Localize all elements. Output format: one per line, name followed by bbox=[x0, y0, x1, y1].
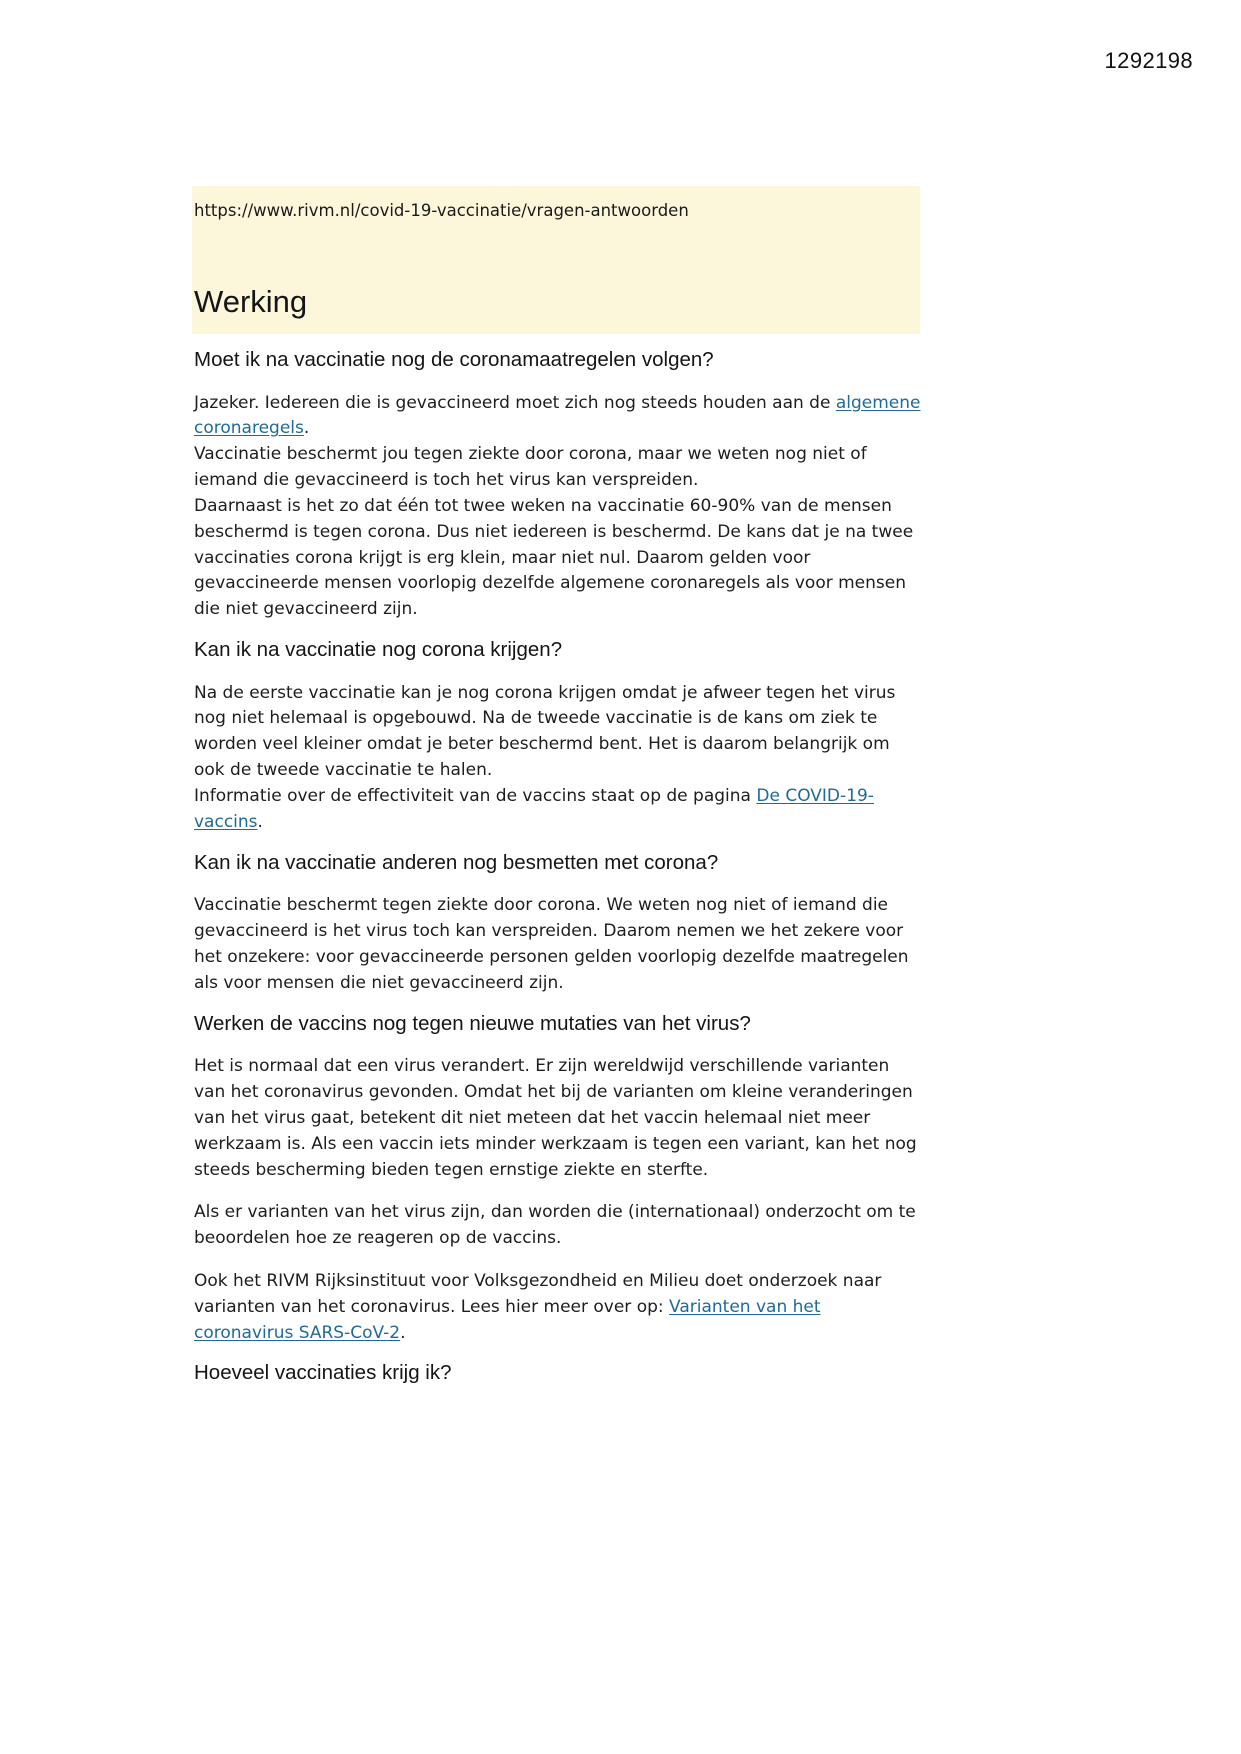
answer-paragraph-4b: Als er varianten van het virus zijn, dan worden die (internationaal) onderzocht om te beoordelen hoe ze reageren op de vaccins. bbox=[194, 1202, 916, 1249]
page-number: 1292198 bbox=[1104, 48, 1193, 73]
highlighted-header-band bbox=[192, 186, 920, 334]
answer-text-lead-1: Jazeker. Iedereen die is gevaccineerd moet zich nog steeds houden aan de bbox=[194, 392, 836, 413]
band-spacer bbox=[192, 222, 920, 284]
answer-paragraph-2b bbox=[194, 784, 922, 836]
link-algemene-coronaregels[interactable]: algemene coronaregels bbox=[194, 392, 921, 439]
answer-text-lead-4: Ook het RIVM Rijksinstituut voor Volksgezondheid en Milieu doet onderzoek naar varianten van het coronavirus. Lees hier meer over op: bbox=[194, 1271, 882, 1317]
answer-text-after-link-1: . bbox=[303, 418, 310, 439]
answer-text-lead-2: Informatie over de effectiviteit van de vaccins staat op de pagina bbox=[194, 785, 757, 806]
answer-paragraph-4c bbox=[194, 1269, 922, 1346]
answer-paragraph-1a bbox=[194, 391, 922, 443]
answer-paragraph-1c: Daarnaast is het zo dat één tot twee weken na vaccinatie 60-90% van de mensen beschermd is tegen corona. Dus niet iedereen is beschermd. De kans dat je na twee vaccinaties corona krijgt is erg klein, maar niet nul. Daarom gelden voor gevaccineerde mensen voorlopig dezelfde algemene coronaregels als voor mensen die niet gevaccineerd zijn. bbox=[194, 495, 914, 620]
answer-text-after-link-4: . bbox=[400, 1322, 406, 1343]
answer-paragraph-2a: Na de eerste vaccinatie kan je nog corona krijgen omdat je afweer tegen het virus nog niet helemaal is opgebouwd. Na de tweede vaccinatie is de kans om ziek te worden veel kleiner omdat je beter beschermd bent. Het is daarom belangrijk om ook de tweede vaccinatie te halen. bbox=[194, 682, 896, 781]
question-heading-5: Hoeveel vaccinaties krijg ik? bbox=[194, 1361, 452, 1385]
page-title: Werking bbox=[194, 284, 308, 320]
link-de-covid-19-vaccins[interactable]: De COVID-19-vaccins bbox=[194, 785, 874, 832]
source-url: https://www.rivm.nl/covid-19-vaccinatie/vragen-antwoorden bbox=[194, 201, 689, 220]
answer-paragraph-1b: Vaccinatie beschermt jou tegen ziekte door corona, maar we weten nog niet of iemand die gevaccineerd is toch het virus kan verspreiden. bbox=[194, 444, 867, 491]
document-content bbox=[192, 186, 922, 1387]
question-heading-1: Moet ik na vaccinatie nog de coronamaatregelen volgen? bbox=[194, 347, 714, 371]
question-heading-4: Werken de vaccins nog tegen nieuwe mutaties van het virus? bbox=[194, 1011, 751, 1035]
question-heading-3: Kan ik na vaccinatie anderen nog besmetten met corona? bbox=[194, 850, 719, 874]
question-heading-2: Kan ik na vaccinatie nog corona krijgen? bbox=[194, 638, 563, 661]
answer-paragraph-4a: Het is normaal dat een virus verandert. Er zijn wereldwijd verschillende varianten van het coronavirus gevonden. Omdat het bij de varianten om kleine veranderingen van het virus gaat, betekent dit niet meteen dat het vaccin helemaal niet meer werkzaam is. Als een vaccin iets minder werkzaam is tegen een variant, kan het nog steeds bescherming bieden tegen ernstige ziekte en sterfte. bbox=[194, 1056, 917, 1180]
answer-paragraph-3a: Vaccinatie beschermt tegen ziekte door corona. We weten nog niet of iemand die gevaccineerd is het virus toch kan verspreiden. Daarom nemen we het zekere voor het onzekere: voor gevaccineerde personen gelden voorlopig dezelfde maatregelen als voor mensen die niet gevaccineerd zijn. bbox=[194, 895, 909, 993]
answer-text-after-link-2: . bbox=[257, 811, 263, 832]
link-varianten-coronavirus[interactable]: Varianten van het coronavirus SARS-CoV-2 bbox=[194, 1296, 821, 1343]
